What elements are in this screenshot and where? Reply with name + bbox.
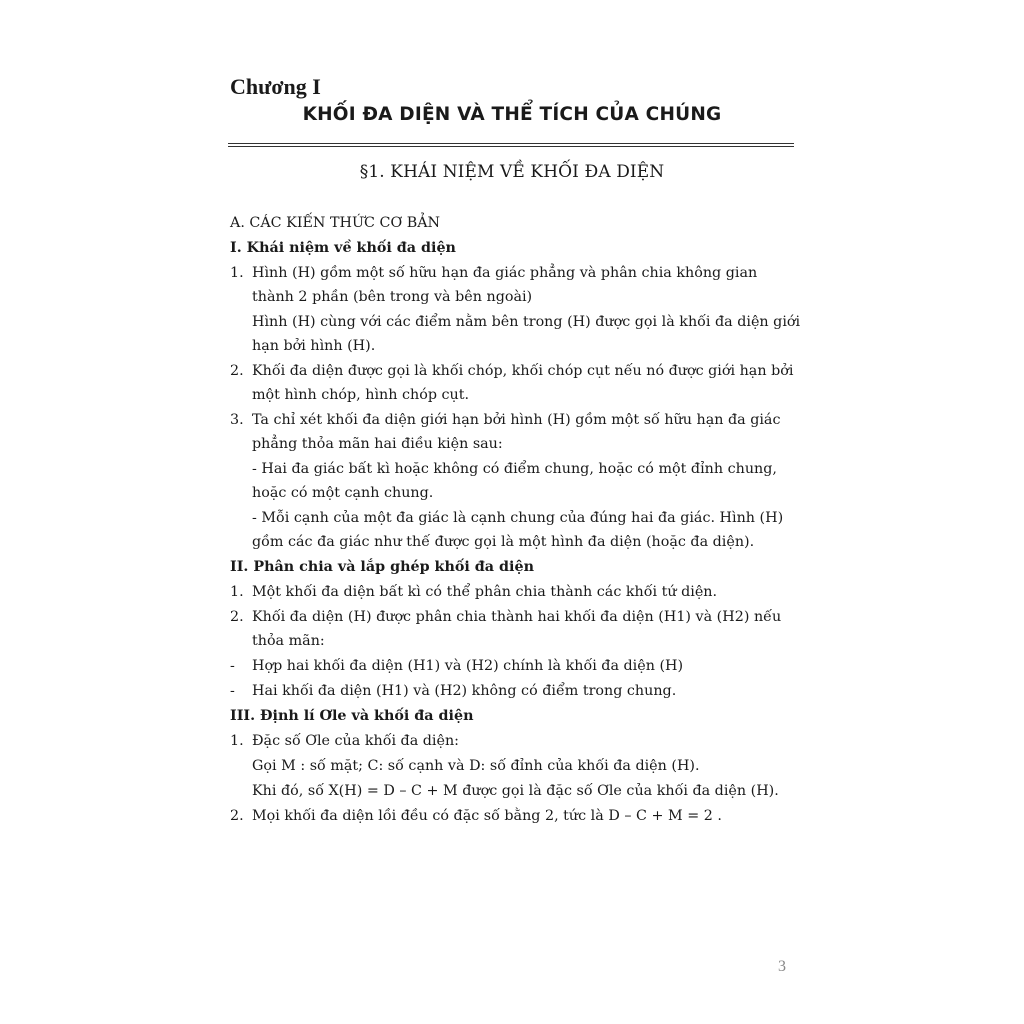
paragraph-line: Hình (H) cùng với các điểm nằm bên trong (H) được gọi là khối đa diện giới [252, 314, 801, 330]
paragraph-line: Khi đó, số X(H) = D – C + M được gọi là đặc số Ơle của khối đa diện (H). [252, 783, 779, 799]
heading-iii: III. Định lí Ơle và khối đa diện [230, 708, 474, 724]
paragraph-line: - Mỗi cạnh của một đa giác là cạnh chung của đúng hai đa giác. Hình (H) [252, 510, 784, 526]
heading-ii: II. Phân chia và lắp ghép khối đa diện [230, 559, 534, 575]
list-marker: 2. [230, 609, 244, 625]
title-rule [228, 143, 794, 144]
paragraph-line: - Hai đa giác bất kì hoặc không có điểm chung, hoặc có một đỉnh chung, [252, 461, 777, 477]
paragraph-line: thỏa mãn: [252, 633, 325, 649]
paragraph-line: Đặc số Ơle của khối đa diện: [252, 733, 459, 749]
list-marker: 2. [230, 363, 244, 379]
paragraph-line: hoặc có một cạnh chung. [252, 485, 434, 501]
paragraph-line: Khối đa diện (H) được phân chia thành hai khối đa diện (H1) và (H2) nếu [252, 609, 782, 625]
paragraph-line: Hai khối đa diện (H1) và (H2) không có điểm trong chung. [252, 683, 677, 699]
list-marker: 1. [230, 265, 244, 281]
paragraph-line: phẳng thỏa mãn hai điều kiện sau: [252, 436, 503, 452]
page-number: 3 [778, 958, 786, 975]
subheading-a: A. CÁC KIẾN THỨC CƠ BẢN [230, 215, 441, 231]
paragraph-line: Hợp hai khối đa diện (H1) và (H2) chính là khối đa diện (H) [252, 658, 684, 674]
list-marker: - [230, 683, 235, 699]
list-marker: 1. [230, 584, 244, 600]
chapter-label: Chương I [230, 74, 321, 99]
title-rule [228, 146, 794, 147]
list-marker: 2. [230, 808, 244, 824]
paragraph-line: một hình chóp, hình chóp cụt. [252, 387, 470, 403]
paragraph-line: Khối đa diện được gọi là khối chóp, khối chóp cụt nếu nó được giới hạn bởi [252, 363, 794, 379]
paragraph-line: Gọi M : số mặt; C: số cạnh và D: số đỉnh của khối đa diện (H). [252, 758, 700, 774]
list-marker: - [230, 658, 235, 674]
paragraph-line: thành 2 phần (bên trong và bên ngoài) [252, 289, 533, 305]
heading-i: I. Khái niệm về khối đa diện [230, 240, 456, 256]
list-marker: 3. [230, 412, 244, 428]
paragraph-line: gồm các đa giác như thế được gọi là một hình đa diện (hoặc đa diện). [252, 534, 755, 550]
section-title: §1. KHÁI NIỆM VỀ KHỐI ĐA DIỆN [359, 162, 665, 182]
paragraph-line: Ta chỉ xét khối đa diện giới hạn bởi hình (H) gồm một số hữu hạn đa giác [252, 412, 781, 428]
chapter-title: KHỐI ĐA DIỆN VÀ THỂ TÍCH CỦA CHÚNG [302, 104, 722, 125]
paragraph-line: hạn bởi hình (H). [252, 338, 376, 354]
paragraph-line: Hình (H) gồm một số hữu hạn đa giác phẳng và phân chia không gian [252, 265, 758, 281]
paragraph-line: Mọi khối đa diện lồi đều có đặc số bằng 2, tức là D – C + M = 2 . [252, 808, 722, 824]
paragraph-line: Một khối đa diện bất kì có thể phân chia thành các khối tứ diện. [252, 584, 718, 600]
list-marker: 1. [230, 733, 244, 749]
